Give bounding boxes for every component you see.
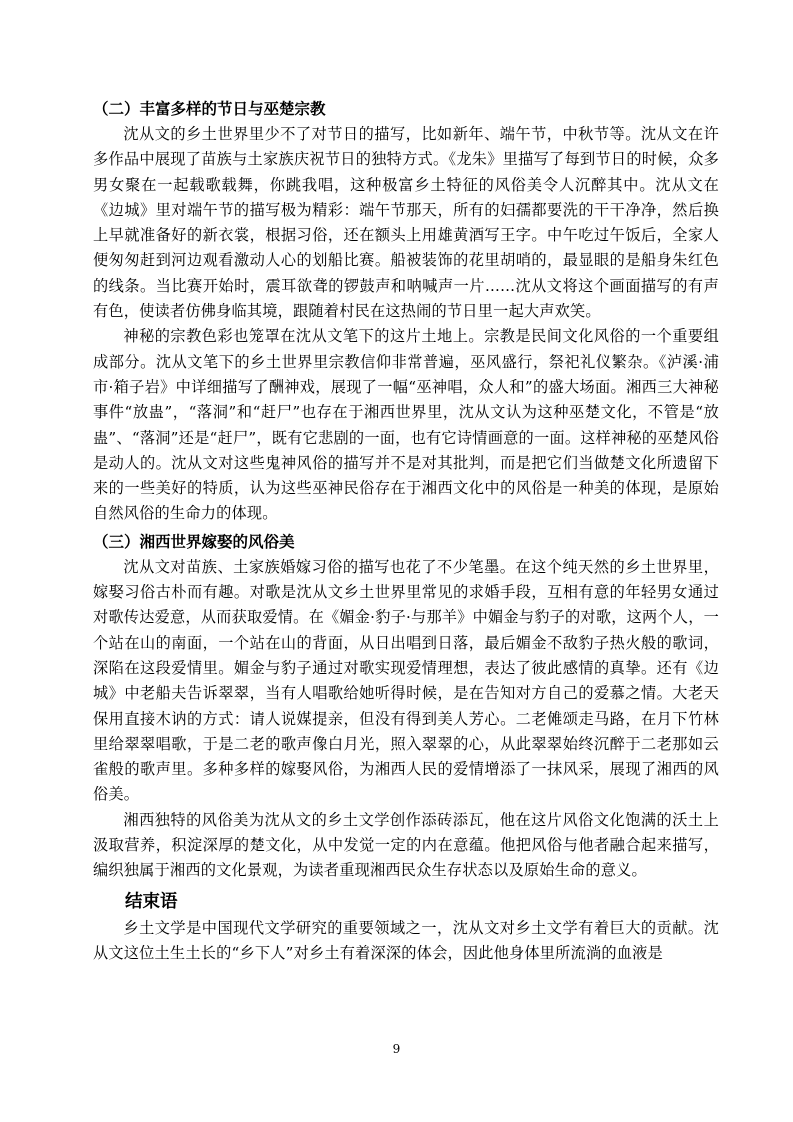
paragraph-marriage: 沈从文对苗族、土家族婚嫁习俗的描写也花了不少笔墨。在这个纯天然的乡土世界里，嫁娶习俗古朴而有趣。对歌是沈从文乡土世界里常见的求婚手段，互相有意的年轻男女通过对歌传达爱意，从而获取爱情。在《媚金·豹子·与那羊》中媚金与豹子的对歌，这两个人，一个站在山的南面，一个站在山的背面，从日出唱到日落，最后媚金不敌豹子热火般的歌词，深陷在这段爱情里。媚金与豹子通过对歌实现爱情理想，表达了彼此感情的真挚。还有《边城》中老船夫告诉翠翠，当有人唱歌给她听得时候，是在告知对方自己的爱慕之情。大老天保用直接木讷的方式：请人说媒提亲，但没有得到美人芳心。二老傩颂走马路，在月下竹林里给翠翠唱歌，于是二老的歌声像白月光，照入翠翠的心，从此翠翠始终沉醉于二老那如云雀般的歌声里。多种多样的嫁娶风俗，为湘西人民的爱情增添了一抹风采，展现了湘西的风俗美。 (93, 557, 719, 804)
paragraph-conclusion: 乡土文学是中国现代文学研究的重要领域之一，沈从文对乡土文学有着巨大的贡献。沈从文这位土生土长的“乡下人”对乡土有着深深的体会，因此他身体里所流淌的血液是 (93, 918, 719, 962)
conclusion-title: 结束语 (125, 891, 178, 912)
page-number: 9 (392, 1042, 401, 1056)
paragraph-marriage-summary: 湘西独特的风俗美为沈从文的乡土文学创作添砖添瓦，他在这片风俗文化饱满的沃土上汲取营养，积淀深厚的楚文化，从中发觉一定的内在意蕴。他把风俗与他者融合起来描写，编织独属于湘西的文化景观，为读者重现湘西民众生存状态以及原始生命的意义。 (93, 810, 719, 880)
section-heading-marriage: （三）湘西世界嫁娶的风俗美 (93, 532, 295, 551)
paragraph-festivals: 沈从文的乡土世界里少不了对节日的描写，比如新年、端午节，中秋节等。沈从文在许多作品中展现了苗族与土家族庆祝节日的独特方式。《龙朱》里描写了每到节日的时候，众多男女聚在一起载歌载舞，你跳我唱，这种极富乡土特征的风俗美令人沉醉其中。沈从文在《边城》里对端午节的描写极为精彩：端午节那天，所有的妇孺都要洗的干干净净，然后换上早就准备好的新衣裳，根据习俗，还在额头上用雄黄酒写王字。中午吃过午饭后，全家人便匆匆赶到河边观看激动人心的划船比赛。船被装饰的花里胡哨的，最显眼的是船身朱红色的线条。当比赛开始时，震耳欲聋的锣鼓声和呐喊声一片......沈从文将这个画面描写的有声有色，使读者仿佛身临其境，跟随着村民在这热闹的节日里一起大声欢笑。 (93, 125, 719, 321)
page-content (93, 96, 719, 966)
section-heading-festivals: （二）丰富多样的节日与巫楚宗教 (93, 100, 326, 118)
paragraph-religion: 神秘的宗教色彩也笼罩在沈从文笔下的这片土地上。宗教是民间文化风俗的一个重要组成部分。沈从文笔下的乡土世界里宗教信仰非常普遍，巫风盛行，祭祀礼仪繁杂。《泸溪·浦市·箱子岩》中详细描写了酬神戏，展现了一幅“巫神唱，众人和”的盛大场面。湘西三大神秘事件“放蛊”，“落洞”和“赶尸”也存在于湘西世界里，沈从文认为这种巫楚文化，不管是“放蛊”、“落洞”还是“赶尸”，既有它悲剧的一面，也有它诗情画意的一面。这样神秘的巫楚风俗是动人的。沈从文对这些鬼神风俗的描写并不是对其批判，而是把它们当做楚文化所遗留下来的一些美好的特质，认为这些巫神民俗存在于湘西文化中的风俗是一种美的体现，是原始自然风俗的生命力的体现。 (93, 327, 719, 523)
